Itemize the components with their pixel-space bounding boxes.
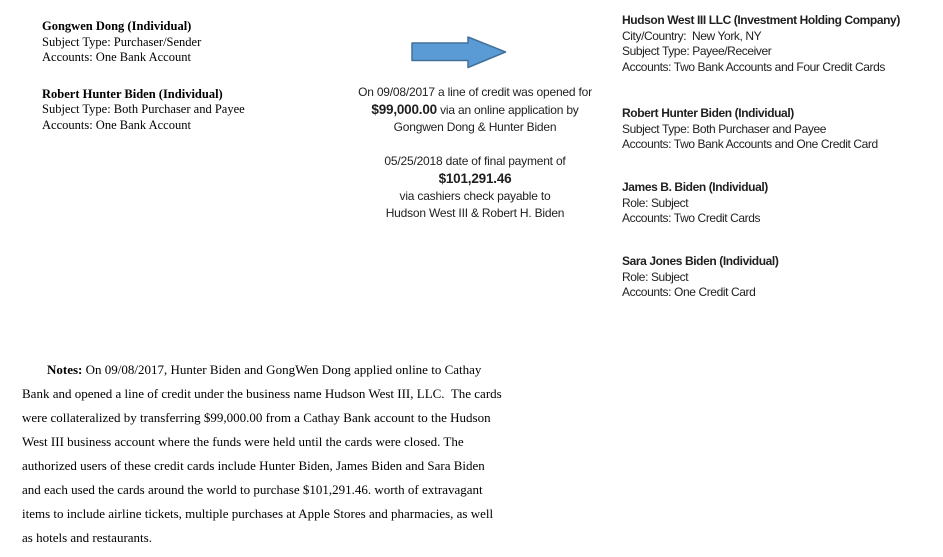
payees-column — [622, 13, 900, 328]
text-line: 05/25/2018 date of final payment of — [384, 154, 566, 168]
text-line: Hudson West III & Robert H. Biden — [385, 206, 565, 220]
entity-line: Accounts: One Bank Account — [42, 50, 191, 64]
entity-james-b-biden-individual — [622, 180, 900, 227]
purchasers-column — [42, 19, 245, 154]
text-line: On 09/08/2017 a line of credit was opened for — [358, 85, 592, 99]
entity-line: Subject Type: Payee/Receiver — [622, 44, 772, 58]
text-line: via cashiers check payable to — [399, 189, 551, 203]
text-line: Notes: On 09/08/2017, Hunter Biden and GongWen Dong applied online to Cathay — [47, 362, 482, 377]
entity-robert-hunter-biden-individual — [42, 87, 245, 134]
entity-line: Accounts: Two Credit Cards — [622, 211, 761, 225]
entity-line: Accounts: Two Bank Accounts and Four Credit Cards — [622, 59, 885, 74]
entity-line: Subject Type: Purchaser/Sender — [42, 34, 202, 49]
entity-line: Subject Type: Both Purchaser and Payee — [622, 121, 827, 136]
text-line: $99,000.00 via an online application by — [371, 102, 579, 117]
entity-line: City/Country: New York, NY — [622, 28, 762, 43]
entity-line: Accounts: Two Bank Accounts and One Credit Card — [622, 137, 878, 151]
entity-title: Hudson West III LLC (Investment Holding Company) — [622, 13, 900, 27]
entity-title: Robert Hunter Biden (Individual) — [42, 86, 223, 101]
text-line: as hotels and restaurants. — [22, 530, 152, 545]
entity-sara-jones-biden-individual — [622, 254, 900, 301]
text-line: West III business account where the funds were held until the cards were closed. The — [22, 434, 464, 449]
entity-gongwen-dong-individual — [42, 19, 245, 66]
transaction-flow-text — [325, 84, 625, 222]
entity-title: Robert Hunter Biden (Individual) — [622, 106, 794, 120]
entity-title: Gongwen Dong (Individual) — [42, 19, 192, 33]
entity-title: James B. Biden (Individual) — [622, 180, 768, 194]
text-line: Bank and opened a line of credit under the business name Hudson West III, LLC. The cards — [22, 386, 502, 401]
entity-line: Accounts: One Bank Account — [42, 117, 191, 132]
entity-title: Sara Jones Biden (Individual) — [622, 254, 779, 268]
entity-line: Accounts: One Credit Card — [622, 285, 756, 299]
text-line: authorized users of these credit cards include Hunter Biden, James Biden and Sara Biden — [22, 458, 485, 473]
entity-robert-hunter-biden-individual — [622, 106, 900, 153]
entity-hudson-west-iii-llc-investment-holding-company — [622, 13, 900, 75]
flow-arrow-icon — [411, 36, 507, 69]
entity-line: Subject Type: Both Purchaser and Payee — [42, 102, 245, 116]
entity-line: Role: Subject — [622, 269, 689, 284]
final-payment-paragraph — [325, 153, 625, 222]
entity-line: Role: Subject — [622, 195, 689, 210]
credit-opened-paragraph — [325, 84, 625, 136]
text-line: were collateralized by transferring $99,000.00 from a Cathay Bank account to the Hudson — [22, 410, 491, 425]
text-line: items to include airline tickets, multiple purchases at Apple Stores and pharmacies, as well — [22, 506, 494, 521]
text-line: and each used the cards around the world to purchase $101,291.46. worth of extravagant — [22, 482, 483, 497]
text-line: $101,291.46 — [438, 171, 512, 186]
notes-section — [22, 358, 662, 550]
text-line: Gongwen Dong & Hunter Biden — [393, 120, 557, 134]
